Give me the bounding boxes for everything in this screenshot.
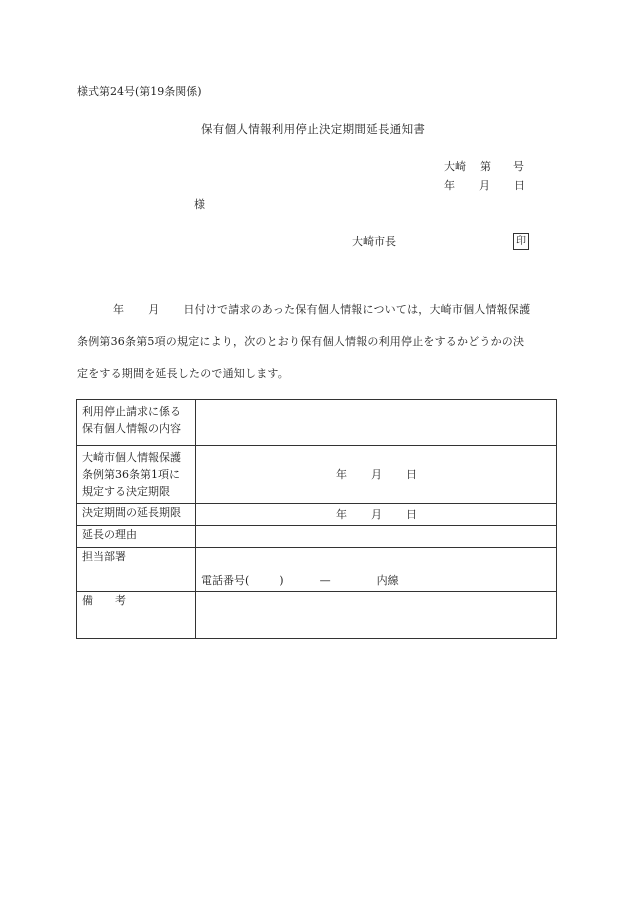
decision-deadline-date <box>336 466 417 483</box>
value-remarks <box>196 592 557 639</box>
phone-close: ) <box>279 574 284 587</box>
date-month: 月 <box>371 508 382 521</box>
ref-no-prefix: 第 <box>480 160 491 173</box>
form-number: 様式第24号(第19条関係) <box>77 85 202 98</box>
label-line: 保有個人情報の内容 <box>82 422 181 435</box>
table-row <box>77 526 557 548</box>
reference-number <box>444 161 524 172</box>
table-row <box>77 592 557 639</box>
date-year: 年 <box>336 468 347 481</box>
label-extension-reason: 延長の理由 <box>77 526 196 548</box>
issue-day: 日 <box>514 179 525 192</box>
value-department <box>196 548 557 592</box>
date-year: 年 <box>336 508 347 521</box>
date-day: 日 <box>406 468 417 481</box>
label-decision-deadline <box>77 446 196 504</box>
label-line: 規定する決定期限 <box>82 485 170 498</box>
ref-city: 大崎 <box>444 160 466 173</box>
label-line: 条例第36条第1項に <box>82 468 180 481</box>
body-line-1-text: 日付けで請求のあった保有個人情報については，大崎市個人情報保護 <box>183 303 531 316</box>
body-month: 月 <box>148 303 160 316</box>
addressee: 様 <box>194 198 205 211</box>
date-month: 月 <box>371 468 382 481</box>
body-year: 年 <box>113 303 125 316</box>
issue-year: 年 <box>444 179 455 192</box>
value-extended-deadline <box>196 504 557 526</box>
value-decision-deadline <box>196 446 557 504</box>
value-request-content <box>196 400 557 446</box>
value-extension-reason <box>196 526 557 548</box>
date-day: 日 <box>406 508 417 521</box>
label-request-content <box>77 400 196 446</box>
phone-line <box>201 572 399 589</box>
document-title: 保有個人情報利用停止決定期間延長通知書 <box>201 122 426 136</box>
sender: 大崎市長 <box>352 235 396 248</box>
table-row <box>77 446 557 504</box>
notice-body <box>77 294 557 390</box>
phone-dash: — <box>319 574 331 587</box>
table-row <box>77 548 557 592</box>
issue-month: 月 <box>479 179 490 192</box>
label-line: 利用停止請求に係る <box>82 405 181 418</box>
issue-date <box>444 180 525 191</box>
extension-label: 内線 <box>376 574 399 587</box>
body-line-2: 条例第36条第5項の規定により，次のとおり保有個人情報の利用停止をするかどうかの決 <box>77 335 525 348</box>
label-department: 担当部署 <box>77 548 196 592</box>
table-row <box>77 504 557 526</box>
table-row <box>77 400 557 446</box>
body-line-1 <box>77 294 557 326</box>
ref-no-suffix: 号 <box>513 160 524 173</box>
body-line-3: 定をする期間を延長したので通知します。 <box>77 367 289 380</box>
seal-stamp: 印 <box>513 233 529 250</box>
phone-label: 電話番号( <box>201 574 250 587</box>
label-remarks: 備 考 <box>77 592 196 639</box>
details-table <box>76 399 557 639</box>
label-extended-deadline: 決定期間の延長期限 <box>77 504 196 526</box>
label-line: 大崎市個人情報保護 <box>82 451 181 464</box>
extended-deadline-date <box>336 506 417 523</box>
